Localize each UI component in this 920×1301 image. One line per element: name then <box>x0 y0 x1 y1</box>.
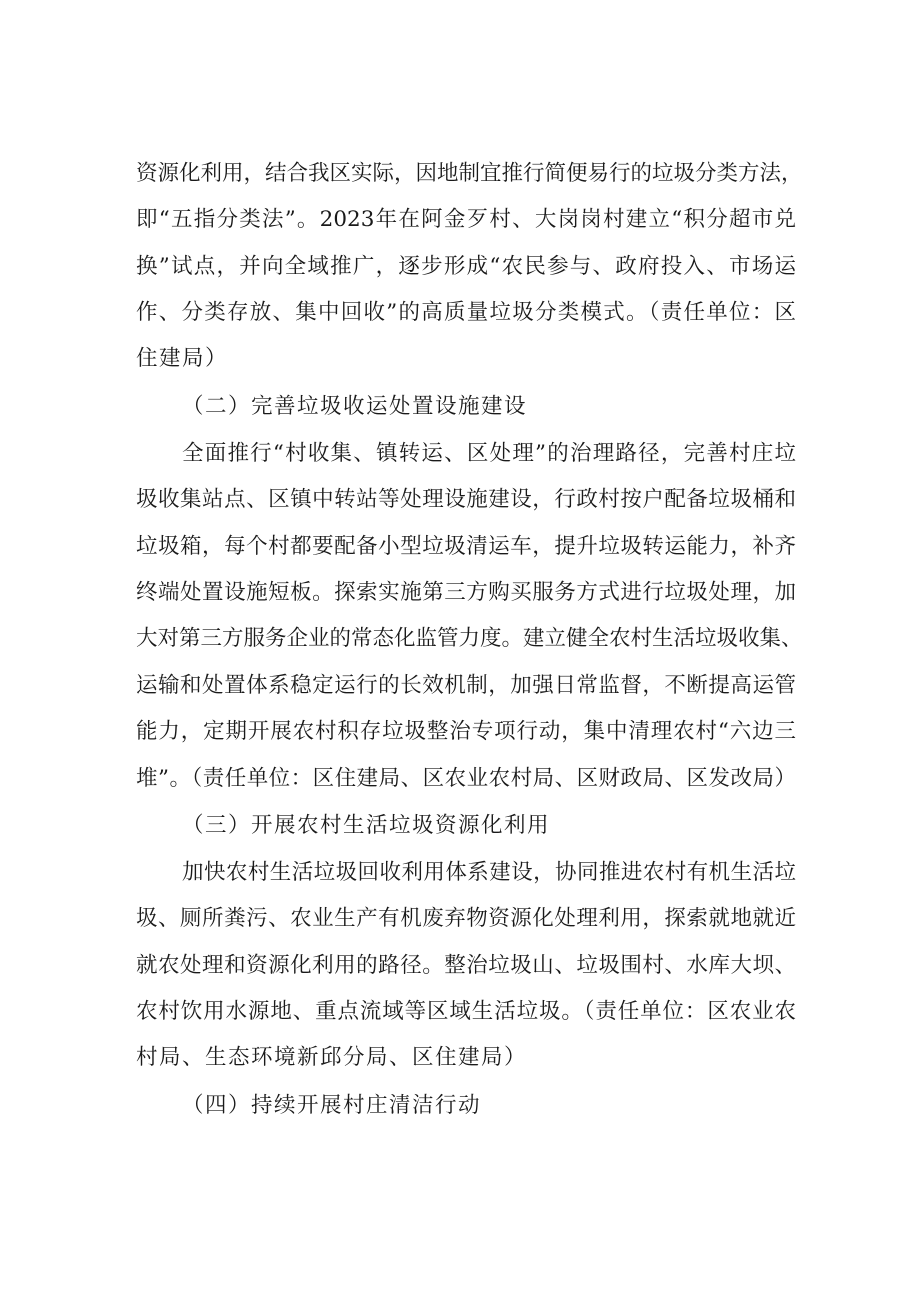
paragraph-3-line-2: 圾、厕所粪污、农业生产有机废弃物资源化处理利用，探索就地就近 <box>136 906 796 931</box>
paragraph-2-line-1: 全面推行“村收集、镇转运、区处理”的治理路径，完善村庄垃 <box>182 441 796 466</box>
paragraph-3-line-1: 加快农村生活垃圾回收利用体系建设，协同推进农村有机生活垃 <box>182 860 796 885</box>
paragraph-2-line-8: 堆”。（责任单位：区住建局、区农业农村局、区财政局、区发改局） <box>136 766 796 791</box>
paragraph-2-line-5: 大对第三方服务企业的常态化监管力度。建立健全农村生活垃圾收集、 <box>136 626 803 651</box>
paragraph-3-line-3: 就农处理和资源化利用的路径。整治垃圾山、垃圾围村、水库大坝、 <box>136 953 796 978</box>
paragraph-2-line-7: 能力，定期开展农村积存垃圾整治专项行动，集中清理农村“六边三 <box>136 719 796 744</box>
paragraph-2-line-2: 圾收集站点、区镇中转站等处理设施建设，行政村按户配备垃圾桶和 <box>136 487 796 512</box>
paragraph-3-line-4: 农村饮用水源地、重点流域等区域生活垃圾。（责任单位：区农业农 <box>136 999 796 1024</box>
paragraph-1-line-3: 换”试点，并向全域推广，逐步形成“农民参与、政府投入、市场运 <box>136 254 796 279</box>
paragraph-1-line-4: 作、分类存放、集中回收”的高质量垃圾分类模式。（责任单位：区 <box>136 300 796 325</box>
paragraph-2-line-6: 运输和处置体系稳定运行的长效机制，加强日常监督，不断提高运管 <box>136 673 796 698</box>
paragraph-1-line-5: 住建局） <box>136 346 229 371</box>
section-heading-3: （三）开展农村生活垃圾资源化利用 <box>182 813 551 838</box>
paragraph-2-line-4: 终端处置设施短板。探索实施第三方购买服务方式进行垃圾处理，加 <box>136 580 796 605</box>
paragraph-2-line-3: 垃圾箱，每个村都要配备小型垃圾清运车，提升垃圾转运能力，补齐 <box>136 534 796 559</box>
paragraph-3-line-5: 村局、生态环境新邱分局、区住建局） <box>136 1045 528 1070</box>
section-heading-2: （二）完善垃圾收运处置设施建设 <box>182 394 528 419</box>
section-heading-4: （四）持续开展村庄清洁行动 <box>182 1093 482 1118</box>
paragraph-1-line-1: 资源化利用，结合我区实际，因地制宜推行简便易行的垃圾分类方法， <box>136 161 803 186</box>
paragraph-1-line-2: 即“五指分类法”。2023年在阿金歹村、大岗岗村建立“积分超市兑 <box>136 207 796 232</box>
